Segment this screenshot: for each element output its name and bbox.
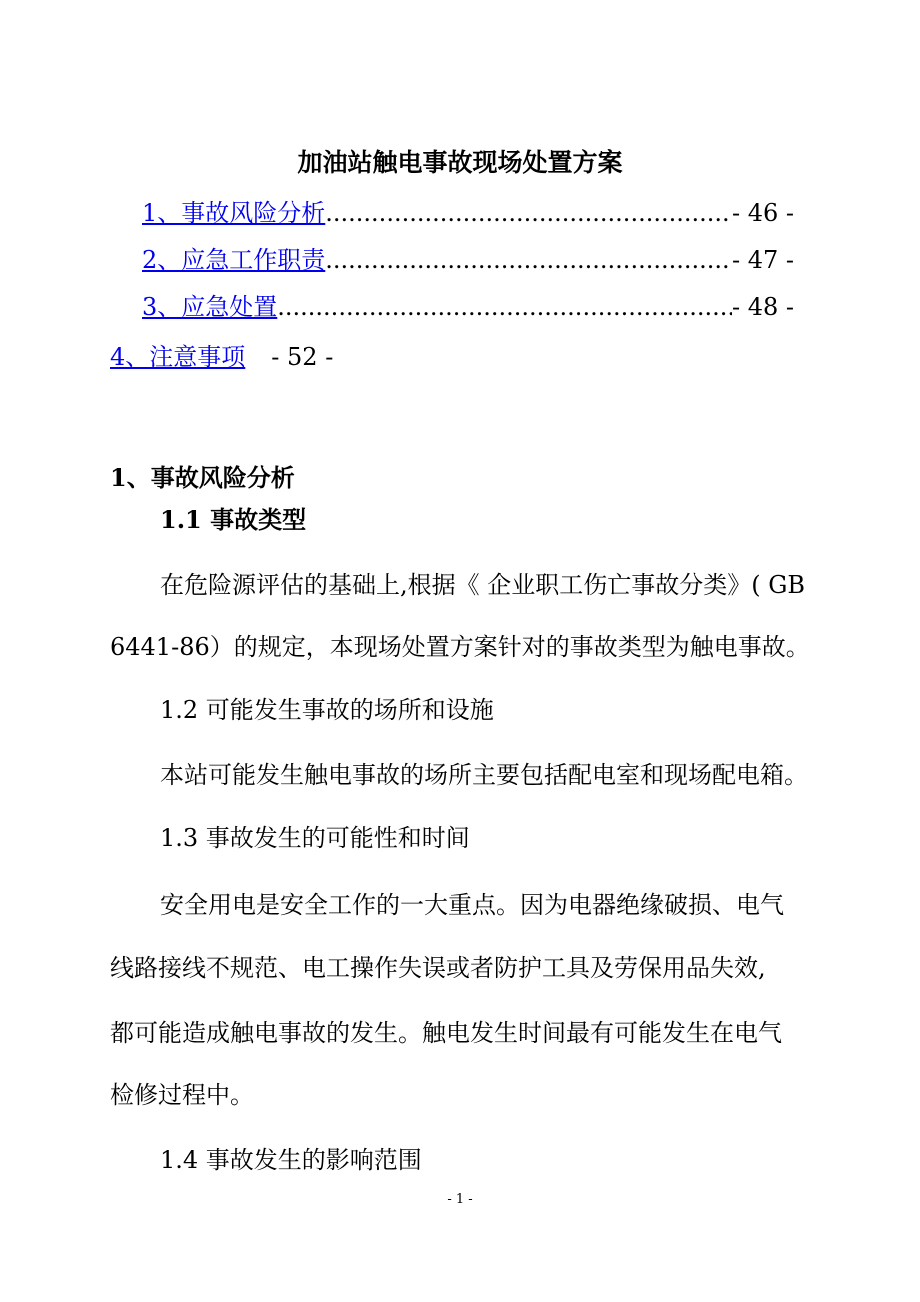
toc-entry-2[interactable]: [142, 240, 794, 274]
document-title: 加油站触电事故现场处置方案: [297, 148, 623, 177]
subsection-heading-1-1: 1.1 事故类型: [160, 505, 307, 534]
toc-page-2: - 47 -: [731, 246, 794, 274]
toc-page-1: - 46 -: [731, 199, 794, 227]
toc-link-1[interactable]: 1、事故风险分析: [142, 199, 326, 227]
paragraph-line: 都可能造成触电事故的发生。触电发生时间最有可能发生在电气: [110, 1019, 782, 1047]
subsection-heading-1-4: 1.4 事故发生的影响范围: [160, 1146, 422, 1174]
toc-leader: [325, 246, 732, 274]
section-heading: 1、事故风险分析: [110, 463, 295, 492]
toc-entry-3[interactable]: [142, 287, 794, 321]
paragraph-line: 在危险源评估的基础上,根据《 企业职工伤亡事故分类》( GB: [160, 571, 806, 599]
page-number: - 1 -: [447, 1192, 473, 1207]
toc-entry-4[interactable]: [110, 337, 333, 372]
toc-link-4[interactable]: 4、注意事项: [110, 343, 246, 371]
toc-link-3[interactable]: 3、应急处置: [142, 293, 278, 321]
toc-link-2[interactable]: 2、应急工作职责: [142, 246, 326, 274]
toc-leader: [277, 293, 732, 321]
toc-leader: [325, 199, 732, 227]
paragraph-line: 检修过程中。: [110, 1081, 254, 1109]
subsection-heading-1-2: 1.2 可能发生事故的场所和设施: [160, 696, 494, 724]
subsection-heading-1-3: 1.3 事故发生的可能性和时间: [160, 824, 470, 852]
paragraph-line: 本站可能发生触电事故的场所主要包括配电室和现场配电箱。: [160, 761, 808, 789]
toc-entry-1[interactable]: [142, 193, 794, 227]
paragraph-line: 线路接线不规范、电工操作失误或者防护工具及劳保用品失效,: [110, 954, 766, 982]
toc-page-3: - 48 -: [731, 293, 794, 321]
paragraph-line: 6441-86）的规定，本现场处置方案针对的事故类型为触电事故。: [110, 633, 810, 661]
toc-page-4: - 52 -: [271, 343, 334, 371]
paragraph-line: 安全用电是安全工作的一大重点。因为电器绝缘破损、电气: [160, 891, 784, 919]
